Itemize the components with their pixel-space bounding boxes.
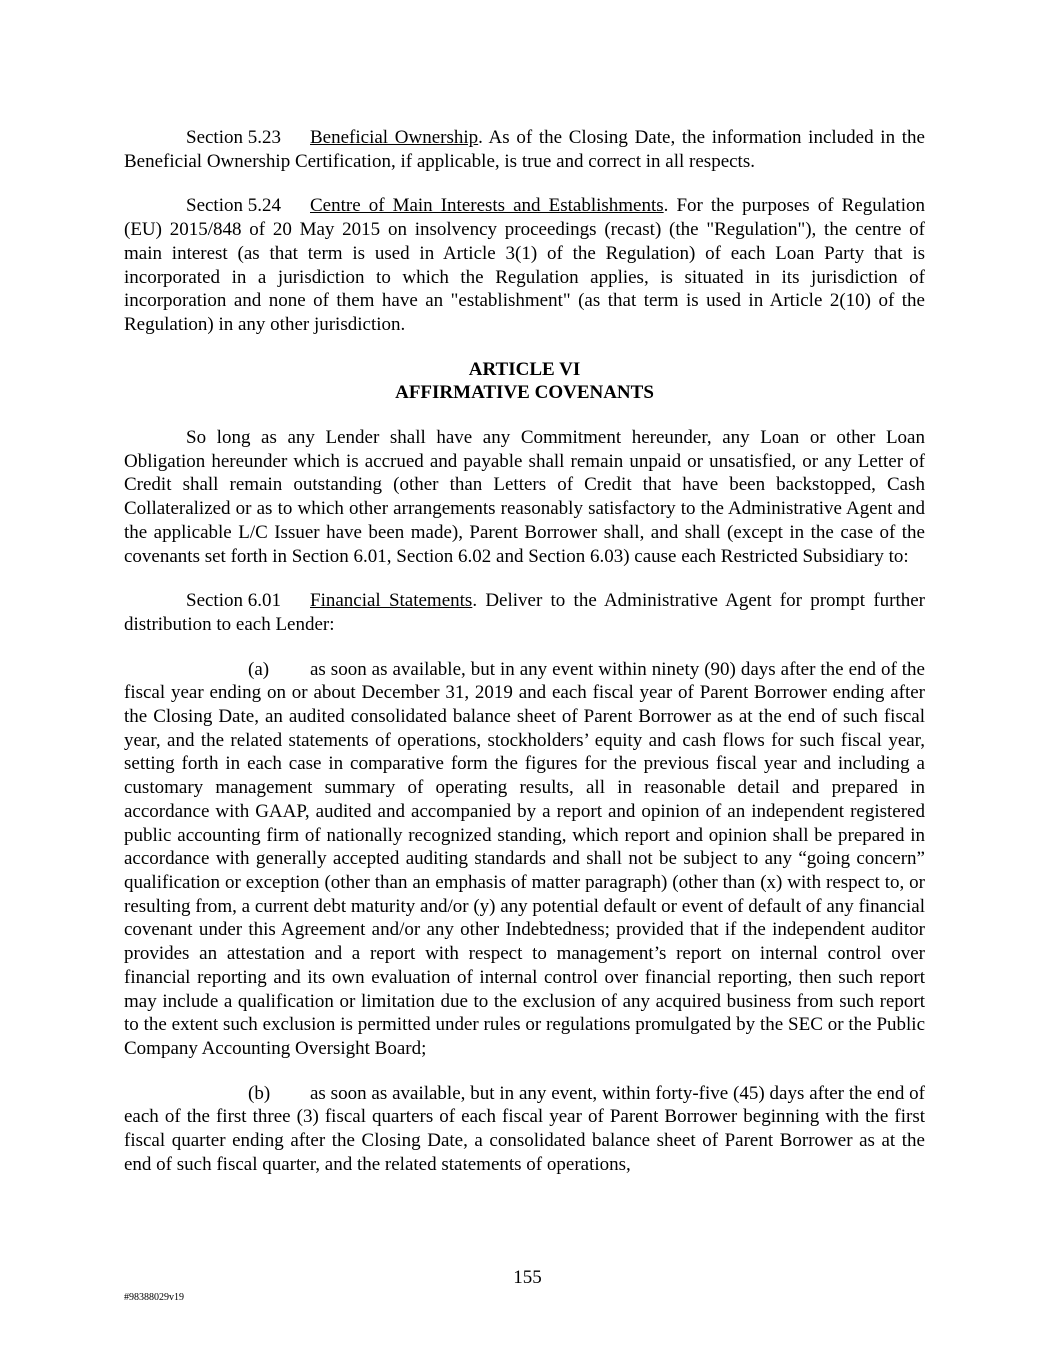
section-heading: Financial Statements: [310, 590, 473, 612]
section-number: Section 5.23: [186, 127, 281, 148]
clause-a-paragraph: [124, 658, 925, 1061]
page-number: 155: [513, 1267, 542, 1288]
section-text: . As of the Closing Date, the information included in the Beneficial Ownership Certification, if applicable, is true and correct in all respects.: [124, 127, 925, 172]
article-title: AFFIRMATIVE COVENANTS: [395, 382, 654, 404]
section-6-01-paragraph: [124, 589, 925, 636]
clause-text: as soon as available, but in any event, within forty-five (45) days after the end of each of the first three (3) fiscal quarters of each fiscal year of Parent Borrower beginning with the first fiscal quarter ending after the Closing Date, a consolidated balance sheet of Parent Borrower as at the end of such fiscal quarter, and the related statements of operations,: [124, 1082, 925, 1175]
section-heading: Centre of Main Interests and Establishments: [310, 195, 664, 217]
article-heading: [124, 358, 925, 405]
section-text: . For the purposes of Regulation (EU) 2015/848 of 20 May 2015 on insolvency proceedings (recast) (the "Regulation"), the centre of main interest (as that term is used in Article 3(1) of the Regulation) of each Loan Party that is incorporated in a jurisdiction to which the Regulation applies, is situated in its jurisdiction of incorporation and none of them have an "establishment" (as that term is used in Article 2(10) of the Regulation) in any other jurisdiction.: [124, 195, 925, 335]
clause-b-paragraph: [124, 1082, 925, 1177]
section-5-23-paragraph: [124, 126, 925, 173]
document-id: #98388029v19: [124, 1292, 184, 1303]
clause-text: as soon as available, but in any event within ninety (90) days after the end of the fiscal year ending on or about December 31, 2019 and each fiscal year of Parent Borrower ending after the Closing Date, an audited consolidated balance sheet of Parent Borrower as at the end of such fiscal year, and the related statements of operations, stockholders’ equity and cash flows for such fiscal year, setting forth in each case in comparative form the figures for the previous fiscal year and including a customary management summary of operating results, all in reasonable detail and prepared in accordance with GAAP, audited and accompanied by a report and opinion of an independent registered public accounting firm of nationally recognized standing, which report and opinion shall be prepared in accordance with generally accepted auditing standards and shall not be subject to any “going concern” qualification or exception (other than an emphasis of matter paragraph) (other than (x) with respect to, or resulting from, a current debt maturity and/or (y) any potential default or event of default of any financial covenant under this Agreement and/or any other Indebtedness; provided that if the independent auditor provides an attestation and a report with respect to management’s report on internal control over financial reporting and its own evaluation of internal control over financial reporting, then such report may include a qualification or limitation due to the exclusion of any acquired business from such report to the extent such exclusion is permitted under rules or regulations promulgated by the SEC or the Public Company Accounting Oversight Board;: [124, 658, 925, 1059]
section-heading: Beneficial Ownership: [310, 127, 479, 148]
section-text: . Deliver to the Administrative Agent for prompt further distribution to each Lender:: [124, 590, 926, 635]
section-number: Section 6.01: [186, 590, 281, 612]
article-number: ARTICLE VI: [468, 358, 581, 380]
section-5-24-paragraph: [124, 194, 925, 336]
section-number: Section 5.24: [186, 195, 281, 217]
document-page: [124, 126, 925, 1176]
clause-label: (a): [248, 658, 270, 680]
article-intro-paragraph: So long as any Lender shall have any Commitment hereunder, any Loan or other Loan Obligation hereunder which is accrued and payable shall remain unpaid or unsatisfied, or any Letter of Credit shall remain outstanding (other than Letters of Credit that have been backstopped, Cash Collateralized or as to which other arrangements reasonably satisfactory to the Administrative Agent and the applicable L/C Issuer have been made), Parent Borrower shall, and shall (except in the case of the covenants set forth in Section 6.01, Section 6.02 and Section 6.03) cause each Restricted Subsidiary to:: [124, 427, 925, 567]
clause-label: (b): [248, 1082, 271, 1104]
